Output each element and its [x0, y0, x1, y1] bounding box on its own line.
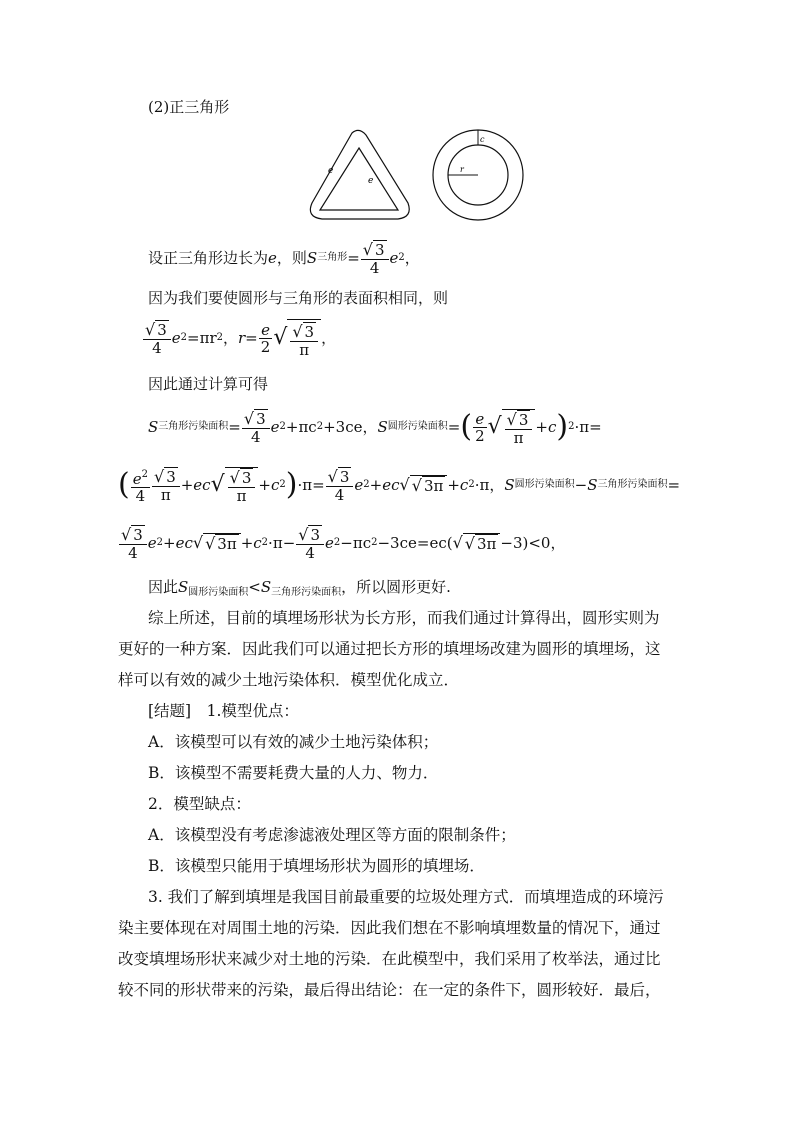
inner-triangle	[320, 148, 398, 210]
triangle-label-left: e	[328, 166, 334, 176]
list-item: B．该模型不需要耗费大量的人力、物力．	[148, 764, 439, 782]
equation-difference: $\frac{√ 3}{4}$ e 2 +ec √ √ 3π +c 2 ·π − $\frac{√ 3}{4}$ e 2 −πc 2 −3ce=ec( √ √ 3π −3)<0，	[121, 525, 566, 562]
equation-pollution-1: S 三角形污染面积 = $\frac{√ 3}{4}$ e 2 +πc 2 +3ce ， S 圆形污染面积 = ( $\frac{e}{2}$ √ $\frac{√ 3}{\pi}$ +c ) 2 ·π=	[148, 409, 602, 447]
subscript: 三角形	[317, 252, 348, 263]
circle-label-c: c	[480, 135, 485, 144]
fraction-e-over-2: $\frac{e}{2}$	[260, 320, 271, 356]
triangle-label-right: e	[368, 176, 374, 186]
paragraph-line: 染主要体现在对周围土地的污染．因此我们想在不影响填埋数量的情况下，通过	[118, 919, 661, 937]
symbol-S: S	[306, 249, 318, 267]
list-item: A．该模型没有考虑渗滤液处理区等方面的限制条件；	[148, 826, 516, 844]
paragraph-line: 3. 我们了解到填埋是我国目前最重要的垃圾处理方式．而填埋造成的环境污	[148, 888, 664, 906]
equals: =	[347, 249, 360, 267]
paragraph-line: 改变填埋场形状来减少对土地的污染．在此模型中，我们采用了枚举法，通过比	[118, 950, 661, 968]
equation-equal-area: $\frac{√ 3}{4}$ e 2 =πr 2 ， r= $\frac{e}{2}$ √ $\frac{√ 3}{\pi}$ ，	[145, 320, 337, 359]
equation-pollution-2: ( $\frac{e^2}{4}$ $\frac{√ 3}{\pi}$ +ec √ $\frac{√ 3}{\pi}$ +c 2 ) ·π= $\frac{√ 3}{4}$ e 2 +ec √ √ 3π +c 2 ·π ， S 圆形污染面积 − S 三角形污染面积 =	[118, 467, 681, 505]
outer-rounded-triangle	[310, 130, 409, 219]
var-e: e	[389, 249, 399, 267]
var-e: e	[268, 249, 277, 267]
list-item: A．该模型可以有效的减少土地污染体积；	[148, 733, 439, 751]
text: ，则	[276, 249, 307, 267]
text-line: 因为我们要使圆形与三角形的表面积相同，则	[148, 289, 449, 307]
section-heading: (2)正三角形	[148, 98, 230, 116]
text: 设正三角形边长为	[148, 249, 269, 267]
paragraph-line: 样可以有效的减少土地污染体积．模型优化成立．	[118, 671, 460, 689]
paragraph-line: 较不同的形状带来的污染，最后得出结论：在一定的条件下，圆形较好．最后，	[118, 981, 661, 999]
subheading: 2．模型缺点：	[148, 795, 251, 813]
fraction-sqrt3-over-4: $\frac{√ 3}{4}$	[361, 240, 389, 276]
circle-label-r: r	[460, 165, 464, 174]
conclusion-heading: [结题] 1.模型优点：	[148, 702, 299, 720]
equation-area-triangle: 设正三角形边长为 e ，则 S 三角形 = $\frac{√ 3}{4}$ e 2 ，	[148, 240, 420, 277]
conclusion-line: 因此$S_{圆形污染面积}<S_{三角形污染面积}$，所以圆形更好.	[148, 578, 451, 598]
paragraph-line: 更好的一种方案．因此我们可以通过把长方形的填埋场改建为圆形的填埋场，这	[118, 640, 661, 658]
list-item: B．该模型只能用于填埋场形状为圆形的填埋场．	[148, 857, 485, 875]
fraction-sqrt3-over-4: $\frac{√ 3}{4}$	[143, 320, 171, 356]
paragraph-line: 综上所述，目前的填埋场形状为长方形，而我们通过计算得出，圆形实则为	[148, 609, 660, 627]
shapes-figure	[300, 125, 540, 235]
text-line: 因此通过计算可得	[148, 375, 269, 393]
